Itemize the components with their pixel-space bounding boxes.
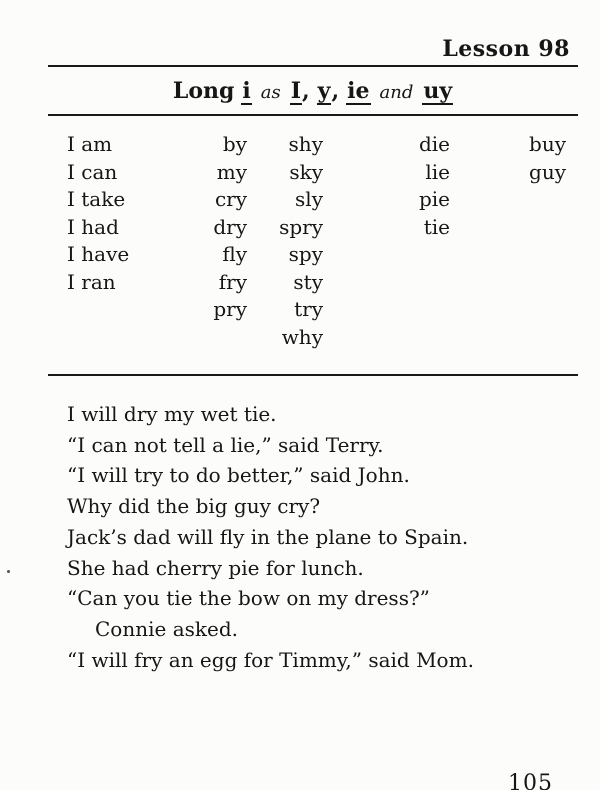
word-item: try: [294, 297, 323, 321]
title-word-and: and: [379, 82, 414, 103]
word-item: pry: [213, 297, 247, 321]
sentence-list: [67, 399, 577, 675]
word-item: lie: [425, 159, 450, 184]
word-item: sly: [295, 187, 323, 211]
word-item: fly: [222, 242, 247, 266]
word-item: sky: [289, 159, 323, 184]
word-item: sty: [293, 269, 323, 294]
word-table: [0, 131, 600, 361]
word-item: I had: [67, 214, 119, 239]
sentence: “I will fry an egg for Timmy,” said Mom.: [67, 647, 474, 672]
word-item: guy: [529, 159, 566, 184]
word-item: cry: [214, 187, 247, 211]
word-item: dry: [213, 214, 247, 239]
word-item: I can: [67, 159, 118, 184]
title-letter-i-underlined: i: [242, 78, 251, 104]
title-word-as: as: [260, 82, 281, 103]
divider-under-title-rule: [48, 114, 578, 116]
lesson-number-heading: Lesson 98: [442, 36, 570, 62]
word-column-uy: [480, 131, 566, 186]
title-letter-cap-i-underlined: I: [290, 78, 301, 104]
page-number: 105: [508, 771, 553, 790]
title-word-long: Long: [172, 78, 235, 104]
word-item: buy: [529, 132, 566, 156]
word-item: spry: [279, 214, 323, 239]
word-column-y-short: [150, 131, 247, 324]
word-item: tie: [423, 214, 450, 239]
title-letters-ie-underlined: ie: [347, 78, 370, 104]
sentence: I will dry my wet tie.: [67, 402, 277, 426]
word-item: pie: [418, 187, 450, 211]
sentence: “I will try to do better,” said John.: [67, 463, 410, 488]
sentence: “Can you tie the bow on my dress?”: [67, 586, 430, 611]
word-column-ie: [360, 131, 450, 241]
lesson-title: [48, 76, 578, 108]
title-comma: ,: [331, 78, 340, 104]
sentence: Why did the big guy cry?: [67, 494, 321, 519]
scan-speck: [7, 570, 10, 573]
word-item: I ran: [67, 269, 116, 294]
word-item: I am: [67, 132, 113, 156]
word-item: die: [418, 132, 450, 156]
word-item: why: [281, 324, 323, 349]
word-item: I have: [67, 242, 130, 266]
word-item: spy: [288, 242, 323, 266]
title-comma: ,: [302, 78, 310, 104]
divider-top-rule: [48, 65, 578, 67]
title-letter-y-underlined: y: [317, 78, 331, 104]
word-item: shy: [288, 132, 323, 156]
sentence: She had cherry pie for lunch.: [67, 555, 364, 580]
title-letters-uy-underlined: uy: [423, 78, 453, 104]
word-item: by: [222, 132, 247, 156]
word-item: I take: [67, 187, 126, 211]
word-column-y-blends: [235, 131, 323, 351]
sentence: Jack’s dad will fly in the plane to Spain.: [67, 524, 469, 549]
sentence-continuation: Connie asked.: [95, 616, 238, 641]
word-item: fry: [218, 269, 247, 294]
word-item: my: [216, 159, 247, 184]
divider-mid-rule: [48, 374, 578, 376]
sentence: “I can not tell a lie,” said Terry.: [67, 432, 384, 457]
